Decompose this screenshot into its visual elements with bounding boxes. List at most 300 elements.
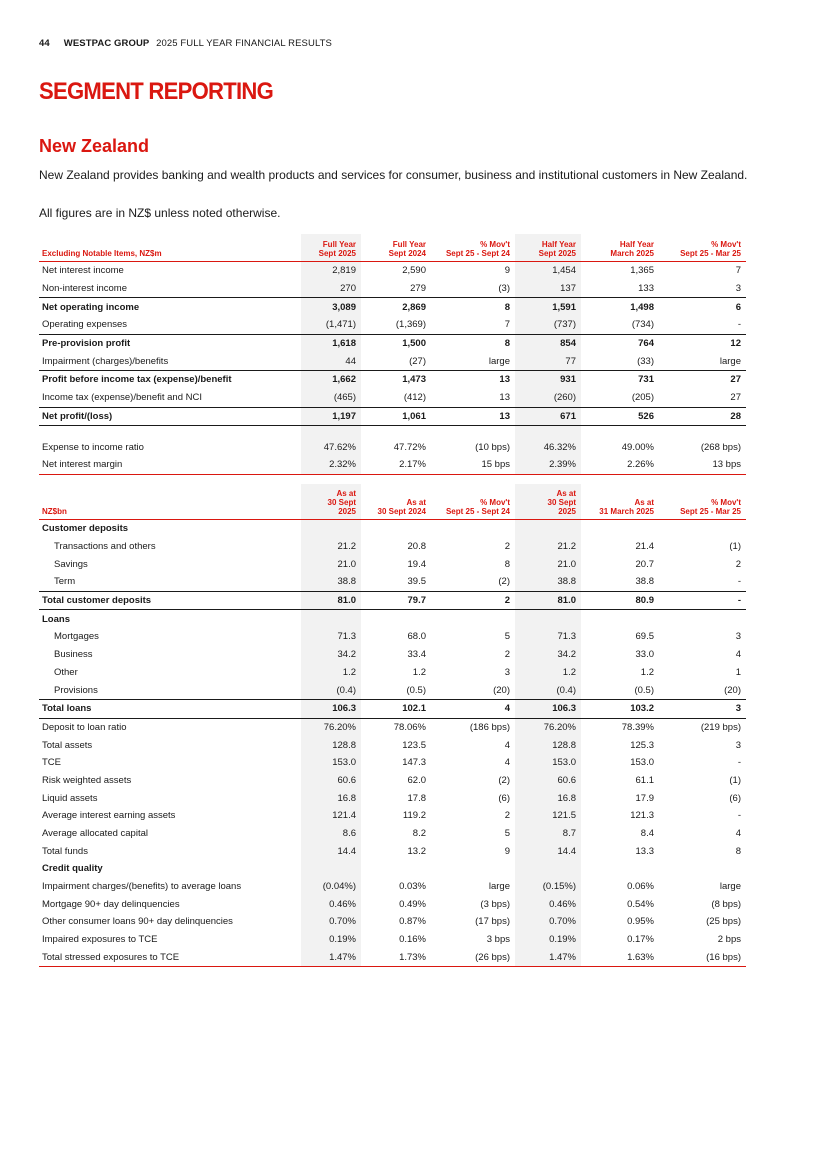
table-cell: 47.72% — [393, 441, 426, 453]
table-row — [39, 555, 746, 573]
table-cell: 38.8 — [301, 573, 361, 591]
table-cell: (0.15%) — [515, 878, 581, 896]
row-label: Average interest earning assets — [42, 810, 176, 822]
table-cell: 1.2 — [640, 666, 654, 678]
table-row — [39, 913, 746, 931]
table-cell: 21.4 — [635, 541, 654, 553]
table-cell: 123.5 — [402, 739, 426, 751]
table-cell: 27 — [730, 392, 741, 404]
table-cell: - — [737, 810, 741, 822]
column-header: As at 31 March 2025 — [581, 484, 659, 520]
table-cell: - — [659, 591, 746, 610]
table-cell: (16 bps) — [659, 949, 746, 967]
table-cell: 27 — [659, 371, 746, 389]
table-cell: 28 — [659, 407, 746, 426]
row-label: Impairment (charges)/benefits — [42, 355, 169, 367]
table-cell: 81.0 — [301, 591, 361, 610]
table-cell: 77 — [515, 352, 581, 370]
column-header: % Mov't Sept 25 - Sept 24 — [431, 234, 515, 262]
row-label: Total assets — [42, 739, 93, 751]
row-label: Total loans — [39, 699, 301, 718]
table-cell: 71.3 — [301, 628, 361, 646]
table-cell — [301, 860, 361, 878]
table-cell: 80.9 — [581, 591, 659, 610]
table-cell: (20) — [724, 684, 741, 696]
table-cell: 21.0 — [515, 555, 581, 573]
table-row — [39, 842, 746, 860]
table-row — [39, 610, 746, 628]
table-row — [39, 407, 746, 426]
column-header: Half Year Sept 2025 — [515, 234, 581, 262]
table-cell: 1,473 — [361, 371, 431, 389]
table-cell: 38.8 — [635, 576, 654, 588]
table-cell: 61.1 — [635, 774, 654, 786]
table-row — [39, 573, 746, 591]
table-cell: 47.62% — [301, 438, 361, 456]
table-cell: 106.3 — [515, 699, 581, 718]
table-row — [39, 538, 746, 556]
table-cell: (8 bps) — [711, 898, 741, 910]
table-cell — [301, 520, 361, 538]
table-cell: 8 — [735, 845, 741, 857]
table-row — [39, 438, 746, 456]
table-cell: 2 — [504, 541, 510, 553]
table-cell — [431, 520, 515, 538]
table-cell: 13 bps — [659, 456, 746, 474]
table-row — [39, 789, 746, 807]
table-cell: 1.73% — [361, 949, 431, 967]
table-cell: 0.19% — [301, 931, 361, 949]
table-cell: (1) — [729, 541, 741, 553]
table-cell: 78.39% — [621, 721, 654, 733]
table-cell: 13 — [431, 371, 515, 389]
row-label: Total customer deposits — [39, 591, 301, 610]
table-cell: 270 — [301, 280, 361, 298]
row-label: Impairment charges/(benefits) to average loans — [42, 881, 242, 893]
table-row — [39, 860, 746, 878]
table-cell: (1,471) — [301, 316, 361, 334]
table-cell: 3 — [659, 699, 746, 718]
row-label: Non-interest income — [42, 283, 128, 295]
column-header: Full Year Sept 2024 — [361, 234, 431, 262]
table-row — [39, 371, 746, 389]
table-cell: 2 — [504, 649, 510, 661]
table-cell: 102.1 — [361, 699, 431, 718]
table-cell: 1.47% — [515, 949, 581, 967]
table-cell: 121.4 — [301, 807, 361, 825]
row-label: TCE — [42, 757, 61, 769]
table-cell: 671 — [515, 407, 581, 426]
table-cell: (465) — [301, 389, 361, 407]
table-cell: 128.8 — [301, 736, 361, 754]
table-cell: 133 — [638, 283, 654, 295]
table-cell — [515, 860, 581, 878]
row-label: Customer deposits — [42, 523, 129, 535]
table-cell: 16.8 — [515, 789, 581, 807]
row-label: Operating expenses — [42, 319, 128, 331]
table-cell: 60.6 — [301, 772, 361, 790]
table-cell: 2.39% — [515, 456, 581, 474]
table-cell: 2.26% — [581, 456, 659, 474]
table-cell: 21.2 — [515, 538, 581, 556]
table-cell: (737) — [515, 316, 581, 334]
column-header: % Mov't Sept 25 - Sept 24 — [431, 484, 515, 520]
table-cell: 6 — [659, 298, 746, 316]
table-cell: - — [737, 576, 741, 588]
table-cell: 8.6 — [301, 825, 361, 843]
table-cell: (412) — [403, 392, 426, 404]
row-label: Impaired exposures to TCE — [42, 934, 158, 946]
table-cell: - — [737, 757, 741, 769]
table-cell: 121.3 — [630, 810, 654, 822]
table-cell: 1,662 — [301, 371, 361, 389]
table-row — [39, 389, 746, 407]
table-cell: 33.4 — [407, 649, 426, 661]
table-cell: 14.4 — [515, 842, 581, 860]
table-cell: 5 — [504, 828, 510, 840]
table-cell: 1,197 — [301, 407, 361, 426]
table-row — [39, 825, 746, 843]
table-row — [39, 699, 746, 718]
table-cell: 1,500 — [361, 334, 431, 352]
table-cell: 0.70% — [515, 913, 581, 931]
table-cell: 1.63% — [581, 949, 659, 967]
table-cell: 13 — [499, 392, 510, 404]
table-cell: 8 — [504, 558, 510, 570]
table-cell: (0.04%) — [301, 878, 361, 896]
table-cell: 7 — [504, 319, 510, 331]
table-row — [39, 718, 746, 736]
table-cell — [515, 610, 581, 628]
table-cell: 81.0 — [515, 591, 581, 610]
table-cell: 119.2 — [402, 810, 426, 822]
table-cell: 15 bps — [431, 456, 515, 474]
table-cell: 1,061 — [361, 407, 431, 426]
table-cell: 71.3 — [515, 628, 581, 646]
table-cell: (734) — [631, 319, 654, 331]
table-cell: 4 — [504, 739, 510, 751]
table-cell: 0.06% — [627, 881, 654, 893]
table-cell: (2) — [498, 576, 510, 588]
table-cell: 3 — [735, 739, 741, 751]
balance-sheet-table — [39, 484, 746, 967]
table-row — [39, 262, 746, 280]
table-row — [39, 878, 746, 896]
table-cell: 3 — [735, 631, 741, 643]
table-cell — [361, 610, 431, 628]
column-header: NZ$bn — [39, 484, 301, 520]
table-row — [39, 807, 746, 825]
row-label: Provisions — [54, 684, 98, 696]
row-label: Other consumer loans 90+ day delinquencies — [42, 916, 233, 928]
table-cell: 12 — [659, 334, 746, 352]
table-cell: 526 — [581, 407, 659, 426]
table-cell: (33) — [637, 355, 654, 367]
table-cell: 9 — [504, 265, 510, 277]
table-cell: 2 — [431, 591, 515, 610]
table-cell: large — [488, 355, 510, 367]
income-statement-table — [39, 234, 746, 475]
table-row — [39, 316, 746, 334]
column-header: As at 30 Sept 2024 — [361, 484, 431, 520]
row-label: Risk weighted assets — [42, 774, 132, 786]
row-label: Pre-provision profit — [39, 334, 301, 352]
table-cell: 0.95% — [627, 916, 654, 928]
report-title: 2025 FULL YEAR FINANCIAL RESULTS — [156, 38, 332, 49]
table-cell: 49.00% — [621, 441, 654, 453]
table-cell: 2 — [735, 558, 741, 570]
table-cell: 39.5 — [407, 576, 426, 588]
table-cell: (6) — [498, 792, 510, 804]
table-row — [39, 681, 746, 699]
table-cell: (6) — [729, 792, 741, 804]
table-cell: 1 — [735, 666, 741, 678]
table-cell: (1) — [729, 774, 741, 786]
table-cell: (0.5) — [406, 684, 426, 696]
page-number: 44 — [39, 38, 50, 49]
table-cell: 0.17% — [627, 934, 654, 946]
row-label: Income tax (expense)/benefit and NCI — [42, 392, 203, 404]
spacer-row — [39, 426, 746, 439]
table-cell: large — [488, 881, 510, 893]
table-cell: 17.9 — [635, 792, 654, 804]
table-cell: 38.8 — [515, 573, 581, 591]
table-cell: large — [719, 355, 741, 367]
table-cell: (268 bps) — [700, 441, 741, 453]
table-cell: 33.0 — [635, 649, 654, 661]
row-label: Net interest income — [42, 265, 124, 277]
table-cell: 1,618 — [301, 334, 361, 352]
table-cell: 125.3 — [630, 739, 654, 751]
column-header: % Mov't Sept 25 - Mar 25 — [659, 234, 746, 262]
table-cell: 1.2 — [301, 664, 361, 682]
table-cell: (25 bps) — [706, 916, 741, 928]
table-cell: 8 — [431, 334, 515, 352]
table-row — [39, 736, 746, 754]
table-cell: (20) — [493, 684, 510, 696]
table-cell: 2 — [504, 810, 510, 822]
column-header: Half Year March 2025 — [581, 234, 659, 262]
table-cell: 19.4 — [407, 558, 426, 570]
table-row — [39, 591, 746, 610]
row-label: Liquid assets — [42, 792, 98, 804]
table-cell: (0.4) — [515, 681, 581, 699]
table-cell — [301, 610, 361, 628]
table-cell: 69.5 — [635, 631, 654, 643]
table-cell: (3 bps) — [480, 898, 510, 910]
table-row — [39, 352, 746, 370]
table-cell: 34.2 — [301, 646, 361, 664]
row-label: Total funds — [42, 845, 88, 857]
table-cell: 9 — [504, 845, 510, 857]
page-header — [39, 38, 332, 49]
column-header: Full Year Sept 2025 — [301, 234, 361, 262]
table-cell: 153.0 — [515, 754, 581, 772]
table-cell: 0.87% — [399, 916, 426, 928]
table-cell: 0.46% — [515, 895, 581, 913]
table-cell — [361, 520, 431, 538]
table-row — [39, 664, 746, 682]
table-cell: 5 — [504, 631, 510, 643]
table-cell: 78.06% — [393, 721, 426, 733]
table-cell: 0.70% — [301, 913, 361, 931]
table-cell: (0.5) — [634, 684, 654, 696]
table-cell: 68.0 — [407, 631, 426, 643]
table-cell: 2 bps — [717, 934, 741, 946]
table-cell: 44 — [301, 352, 361, 370]
table-cell — [431, 610, 515, 628]
row-label: Credit quality — [42, 863, 103, 875]
table-cell: 137 — [515, 280, 581, 298]
table-cell: (27) — [409, 355, 426, 367]
table-cell: 8.7 — [515, 825, 581, 843]
table-cell: - — [737, 319, 741, 331]
table-cell: 13.2 — [407, 845, 426, 857]
row-label: Net profit/(loss) — [39, 407, 301, 426]
row-label: Loans — [42, 613, 70, 625]
table-cell: 13 — [431, 407, 515, 426]
column-header: As at 30 Sept 2025 — [301, 484, 361, 520]
table-cell: 1,591 — [515, 298, 581, 316]
table-row — [39, 646, 746, 664]
table-cell: 3 — [735, 283, 741, 295]
table-cell: 0.46% — [301, 895, 361, 913]
table-cell: 731 — [581, 371, 659, 389]
table-cell: 3 bps — [486, 934, 510, 946]
table-cell: large — [719, 881, 741, 893]
table-cell: 3,089 — [301, 298, 361, 316]
table-row — [39, 628, 746, 646]
table-cell: 20.8 — [407, 541, 426, 553]
table-row — [39, 931, 746, 949]
table-cell — [515, 520, 581, 538]
table-cell: 2.32% — [301, 456, 361, 474]
row-label: Mortgages — [54, 631, 99, 643]
table-cell: (0.4) — [301, 681, 361, 699]
row-label: Savings — [54, 558, 88, 570]
table-cell: 62.0 — [407, 774, 426, 786]
table-row — [39, 754, 746, 772]
table-cell — [431, 860, 515, 878]
table-cell: 147.3 — [402, 757, 426, 769]
table-cell: 4 — [735, 649, 741, 661]
table-cell — [581, 610, 659, 628]
row-label: Term — [54, 576, 76, 588]
company-name: WESTPAC GROUP — [63, 38, 150, 49]
table-cell: 2,819 — [301, 262, 361, 280]
table-cell — [361, 860, 431, 878]
table-cell: 13.3 — [635, 845, 654, 857]
table-cell: (1,369) — [395, 319, 426, 331]
row-label: Mortgage 90+ day delinquencies — [42, 898, 180, 910]
row-label: Total stressed exposures to TCE — [39, 949, 301, 967]
table-row — [39, 772, 746, 790]
table-row — [39, 456, 746, 474]
table-cell: 79.7 — [361, 591, 431, 610]
table-cell: (2) — [498, 774, 510, 786]
table-cell: 2,590 — [402, 265, 426, 277]
row-label: Net interest margin — [39, 456, 301, 474]
row-label: Expense to income ratio — [42, 441, 144, 453]
row-label: Net operating income — [39, 298, 301, 316]
table-cell: 0.54% — [627, 898, 654, 910]
table-cell — [581, 520, 659, 538]
table-cell: 20.7 — [635, 558, 654, 570]
currency-note: All figures are in NZ$ unless noted otherwise. — [39, 206, 281, 220]
intro-paragraph: New Zealand provides banking and wealth products and services for consumer, business and institutional customers in New Zealand. — [39, 168, 748, 182]
table-cell — [659, 860, 746, 878]
table-cell: 153.0 — [630, 757, 654, 769]
table-cell: (17 bps) — [475, 916, 510, 928]
table-row — [39, 949, 746, 967]
table-cell: 2.17% — [361, 456, 431, 474]
row-label: Deposit to loan ratio — [42, 721, 127, 733]
table-cell: 16.8 — [301, 789, 361, 807]
table-cell: 8.4 — [640, 828, 654, 840]
table-cell: (260) — [515, 389, 581, 407]
table-cell: 4 — [735, 828, 741, 840]
table-cell: 34.2 — [515, 646, 581, 664]
column-header: % Mov't Sept 25 - Mar 25 — [659, 484, 746, 520]
table-cell: 1,498 — [581, 298, 659, 316]
table-cell: 121.5 — [515, 807, 581, 825]
table-cell: 1,454 — [515, 262, 581, 280]
table-cell: 14.4 — [301, 842, 361, 860]
table-cell — [581, 860, 659, 878]
row-label: Average allocated capital — [42, 828, 148, 840]
table-cell: (219 bps) — [700, 721, 741, 733]
table-cell: 764 — [581, 334, 659, 352]
table-cell: 60.6 — [515, 772, 581, 790]
table-cell: 46.32% — [515, 438, 581, 456]
row-label: Other — [54, 666, 78, 678]
page-title: SEGMENT REPORTING — [39, 78, 274, 105]
table-cell: 7 — [735, 265, 741, 277]
row-label: Business — [54, 649, 93, 661]
table-cell: 3 — [504, 666, 510, 678]
table-row — [39, 334, 746, 352]
table-cell: 106.3 — [301, 699, 361, 718]
table-row — [39, 895, 746, 913]
table-cell: 0.19% — [515, 931, 581, 949]
section-title: New Zealand — [39, 136, 150, 156]
table-cell: 4 — [431, 699, 515, 718]
table-cell: 128.8 — [515, 736, 581, 754]
table-cell: 931 — [515, 371, 581, 389]
table-cell: 76.20% — [301, 718, 361, 736]
table-row — [39, 298, 746, 316]
table-cell: 76.20% — [515, 718, 581, 736]
table-cell: (186 bps) — [469, 721, 510, 733]
table-cell: 2,869 — [361, 298, 431, 316]
table-cell: 0.49% — [399, 898, 426, 910]
table-cell: 1.2 — [412, 666, 426, 678]
table-row — [39, 520, 746, 538]
table-cell: 21.0 — [301, 555, 361, 573]
table-cell: (10 bps) — [475, 441, 510, 453]
table-cell: 1.2 — [515, 664, 581, 682]
row-label: Transactions and others — [54, 541, 156, 553]
column-header: As at 30 Sept 2025 — [515, 484, 581, 520]
table-cell: 1,365 — [630, 265, 654, 277]
table-cell: 279 — [410, 283, 426, 295]
table-cell: 4 — [504, 757, 510, 769]
table-cell: 17.8 — [407, 792, 426, 804]
table-cell: 21.2 — [301, 538, 361, 556]
table-cell: 8 — [431, 298, 515, 316]
table-cell — [659, 520, 746, 538]
table-cell: 8.2 — [412, 828, 426, 840]
